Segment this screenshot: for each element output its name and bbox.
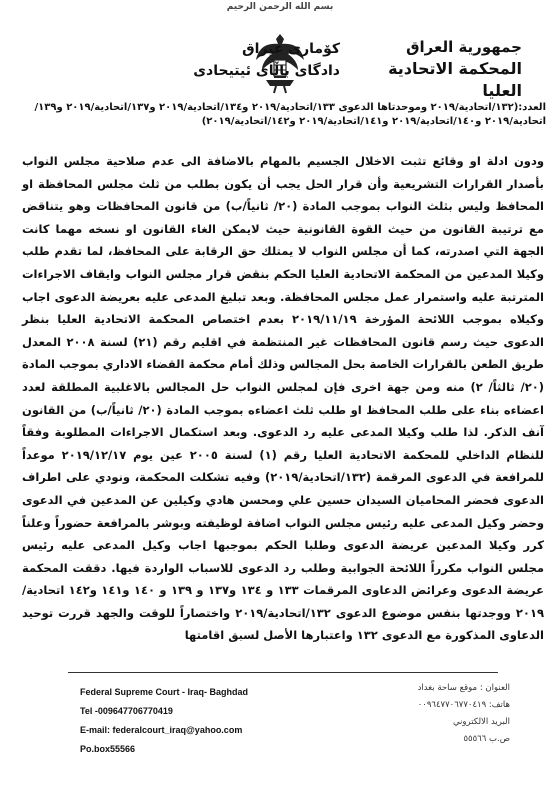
case-number: العدد:(١٣٢/اتحادية/٢٠١٩ وموحدتاها الدعوى ١٣٣/اتحادية/٢٠١٩ و١٣٤/اتحادية/٢٠١٩ و١٣٧/اتحادية/٢٠١٩ و١٣٩/اتحادية/٢٠١٩ و١٤٠/اتحادية/٢٠١٩ و١٤١/اتحادية/٢٠١٩ و١٤٢/اتحادية/٢٠١٩) — [34, 102, 546, 127]
court-name-kurdish: دادگای باڵای ئیتیحادی — [193, 63, 340, 79]
footer-ar-tel: هاتف: ٠٠٩٦٤٧٧٠٦٧٧٠٤١٩ — [417, 700, 510, 710]
footer-court-name: Federal Supreme Court - Iraq- Baghdad — [80, 687, 249, 697]
footer-ar-address: العنوان : موقع ساحة بغداد — [417, 683, 510, 693]
header-kurdish — [190, 38, 340, 82]
footer-ar-pobox: ص.ب ٥٥٥٦٦ — [463, 734, 510, 744]
basmala: بسم الله الرحمن الرحيم — [226, 2, 334, 12]
republic-name-kurdish: كۆماری عیراق — [242, 41, 340, 57]
body-paragraph: ودون ادلة او وقائع تثبت الاخلال الجسيم بالمهام بالاضافة الى عدم صلاحية مجلس النواب بأصدار القرارات التشريعية وأن قرار الحل يجب أن يكون بطلب من ثلث مجلس المحافظة او المحافظ وليس بثلث النواب بموجب المادة (٢٠/ ثانياً/ب) من قانون المحافظات وهو يتناقض مع ترتيبة القانون من حيث القوة القانونية حيث لايمكن الغاء القانون او نسخه مهما كانت الجهة التي اصدرته، كما أن مجلس النواب لا يمتلك حق الرقابة على المحافظ، لما تقدم طلب وكيلا المدعين من المحكمة الاتحادية العليا الحكم بنقض قرار مجلس النواب وايقاف الاجراءات المترتبة عليه واستمرار عمل مجلس المحافظة. وبعد تبليغ المدعى عليه بعريضة الدعوى اجاب وكيلاه بموجب اللائحة المؤرخة ٢٠١٩/١١/١٩ بعدم اختصاص المحكمة الاتحادية العليا بنظر الدعوى حيث رسم قانون المحافظات غير المنتظمة في اقليم رقم (٢١) لسنة ٢٠٠٨ المعدل طريق الطعن بالقرارات الخاصة بحل المجالس وذلك أمام محكمة القضاء الاداري بموجب المادة (٢٠/ ثالثاً/ ٢) منه ومن جهة اخرى فإن لمجلس النواب حل المجالس بالاغلبية المطلقة لعدد اعضاءه بناء على طلب المحافظ او طلب ثلث اعضاءه بموجب المادة (٢٠/ ثانياً/ب) من القانون آنف الذكر. لذا طلب وكيلا المدعى عليه رد الدعوى. وبعد استكمال الاجراءات المطلوبة وفقاً للنظام الداخلي للمحكمة الاتحادية العليا رقم (١) لسنة ٢٠٠٥ عين يوم ٢٠١٩/١٢/١٧ موعداً للمرافعة في الدعوى المرقمة (١٣٢/اتحادية/٢٠١٩) وفيه تشكلت المحكمة، ونودي على اطراف الدعوى فحضر المحاميان السيدان حسين علي ومحسن هادي وكيلين عن المدعين في الدعوى وحضر وكيل المدعى عليه رئيس مجلس النواب اضافة لوظيفته وبوشر بالمرافعة حضوراً وعلناً كرر وكيلا المدعين عريضة الدعوى وطلبا الحكم بموجبها اجاب وكيل المدعى عليه رئيس مجلس النواب مكرراً اللائحة الجوابية وطلب رد الدعوى للاسباب الواردة فيها. دققت المحكمة عريضة الدعوى وعرائض الدعاوى المرقمات ١٣٣ و ١٣٤ و١٣٧ و ١٣٩ و ١٤٠ و١٤١ و١٤٢ اتحادية/٢٠١٩ ووجدتها بنفس موضوع الدعوى ١٣٢/اتحادية/٢٠١٩ واختصاراً للوقت والجهد قررت توحيد الدعاوى المذكورة مع الدعوى ١٣٢ واعتبارها الأصل لسبق اقامتها — [22, 154, 545, 643]
footer-contact-arabic — [300, 680, 510, 748]
footer-divider — [68, 672, 498, 673]
court-name: المحكمة الاتحادية العليا — [388, 59, 522, 100]
footer-contact-english — [80, 686, 280, 756]
footer-tel: Tel -009647706770419 — [80, 706, 173, 716]
header-arabic — [357, 36, 522, 102]
footer-ar-email: البريد الالكتروني — [452, 717, 510, 727]
body-text — [22, 150, 544, 647]
footer-email: E-mail: federalcourt_iraq@yahoo.com — [80, 725, 243, 735]
republic-name: جمهورية العراق — [406, 38, 522, 56]
footer-pobox: Po.box55566 — [80, 744, 136, 754]
